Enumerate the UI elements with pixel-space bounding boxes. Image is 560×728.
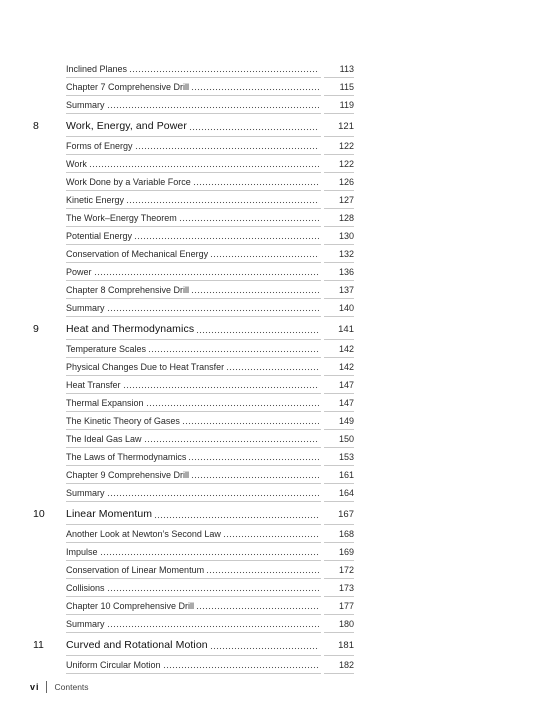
page-reference: 173 xyxy=(324,579,354,597)
page-reference: 161 xyxy=(324,466,354,484)
toc-entry xyxy=(66,191,321,209)
page-reference: 142 xyxy=(324,340,354,358)
table-of-contents xyxy=(0,60,560,674)
section-title: Chapter 9 Comprehensive Drill xyxy=(66,469,190,480)
toc-entry xyxy=(66,281,321,299)
toc-section-row[interactable] xyxy=(0,358,560,376)
page-reference: 128 xyxy=(324,209,354,227)
section-title: Work xyxy=(66,158,87,169)
toc-entry xyxy=(66,561,321,579)
page-number: vi xyxy=(30,682,40,692)
toc-section-row[interactable] xyxy=(0,597,560,615)
dot-leader xyxy=(126,195,319,204)
toc-chapter-row[interactable] xyxy=(0,635,560,656)
toc-entry xyxy=(66,430,321,448)
chapter-title: Work, Energy, and Power xyxy=(66,119,187,132)
dot-leader xyxy=(146,398,319,407)
page-reference: 132 xyxy=(324,245,354,263)
chapter-number: 11 xyxy=(33,635,61,657)
section-title: Temperature Scales xyxy=(66,343,147,354)
dot-leader xyxy=(193,177,319,186)
dot-leader xyxy=(107,100,319,109)
toc-section-row[interactable] xyxy=(0,561,560,579)
section-title: Work Done by a Variable Force xyxy=(66,176,191,187)
toc-chapter-row[interactable] xyxy=(0,319,560,340)
toc-entry xyxy=(66,245,321,263)
section-title: Physical Changes Due to Heat Transfer xyxy=(66,361,225,372)
section-title: Chapter 8 Comprehensive Drill xyxy=(66,284,190,295)
dot-leader xyxy=(226,362,319,371)
toc-section-row[interactable] xyxy=(0,656,560,674)
chapter-title: Linear Momentum xyxy=(66,507,153,520)
dot-leader xyxy=(188,452,319,461)
section-title: Collisions xyxy=(66,582,105,593)
dot-leader xyxy=(182,416,319,425)
page-reference: 113 xyxy=(324,60,354,78)
toc-section-row[interactable] xyxy=(0,615,560,633)
dot-leader xyxy=(189,122,319,131)
chapter-number: 9 xyxy=(33,319,61,341)
toc-section-row[interactable] xyxy=(0,78,560,96)
page-reference: 137 xyxy=(324,281,354,299)
toc-section-row[interactable] xyxy=(0,543,560,561)
page-reference: 122 xyxy=(324,155,354,173)
section-title: Conservation of Linear Momentum xyxy=(66,564,205,575)
chapter-title: Heat and Thermodynamics xyxy=(66,322,195,335)
dot-leader xyxy=(89,159,319,168)
toc-entry xyxy=(66,448,321,466)
toc-section-row[interactable] xyxy=(0,412,560,430)
toc-entry xyxy=(66,137,321,155)
toc-entry xyxy=(66,96,321,114)
dot-leader xyxy=(123,380,319,389)
dot-leader xyxy=(107,583,319,592)
toc-section-row[interactable] xyxy=(0,376,560,394)
dot-leader xyxy=(196,601,319,610)
page-reference: 150 xyxy=(324,430,354,448)
toc-entry xyxy=(66,376,321,394)
toc-entry xyxy=(66,466,321,484)
dot-leader xyxy=(196,325,319,334)
toc-section-row[interactable] xyxy=(0,155,560,173)
toc-section-row[interactable] xyxy=(0,245,560,263)
page-reference: 141 xyxy=(324,319,354,340)
toc-entry xyxy=(66,173,321,191)
section-title: The Kinetic Theory of Gases xyxy=(66,415,180,426)
page-reference: 126 xyxy=(324,173,354,191)
toc-entry xyxy=(66,597,321,615)
toc-entry xyxy=(66,263,321,281)
dot-leader xyxy=(154,510,319,519)
page-reference: 140 xyxy=(324,299,354,317)
toc-section-row[interactable] xyxy=(0,430,560,448)
dot-leader xyxy=(191,82,319,91)
page-reference: 136 xyxy=(324,263,354,281)
toc-chapter-row[interactable] xyxy=(0,504,560,525)
toc-section-row[interactable] xyxy=(0,209,560,227)
toc-section-row[interactable] xyxy=(0,60,560,78)
section-title: Uniform Circular Motion xyxy=(66,659,161,670)
toc-section-row[interactable] xyxy=(0,263,560,281)
toc-entry xyxy=(66,656,321,674)
footer-divider xyxy=(46,681,47,693)
toc-entry xyxy=(66,412,321,430)
page-reference: 115 xyxy=(324,78,354,96)
toc-entry xyxy=(66,579,321,597)
section-title: Summary xyxy=(66,487,105,498)
section-title: Inclined Planes xyxy=(66,63,128,74)
page-reference: 167 xyxy=(324,504,354,525)
dot-leader xyxy=(134,231,319,240)
section-title: The Ideal Gas Law xyxy=(66,433,142,444)
section-title: Summary xyxy=(66,99,105,110)
section-title: The Laws of Thermodynamics xyxy=(66,451,187,462)
toc-entry xyxy=(66,615,321,633)
toc-section-row[interactable] xyxy=(0,191,560,209)
chapter-number: 10 xyxy=(33,504,61,526)
section-title: Forms of Energy xyxy=(66,140,133,151)
toc-entry xyxy=(66,155,321,173)
page-reference: 147 xyxy=(324,394,354,412)
section-title: Chapter 7 Comprehensive Drill xyxy=(66,81,190,92)
dot-leader xyxy=(148,344,319,353)
section-title: Summary xyxy=(66,302,105,313)
toc-entry xyxy=(66,525,321,543)
dot-leader xyxy=(163,660,319,669)
page-reference: 119 xyxy=(324,96,354,114)
dot-leader xyxy=(223,529,319,538)
dot-leader xyxy=(100,547,319,556)
toc-entry xyxy=(66,299,321,317)
dot-leader xyxy=(135,141,319,150)
page-reference: 177 xyxy=(324,597,354,615)
toc-section-row[interactable] xyxy=(0,579,560,597)
page-reference: 168 xyxy=(324,525,354,543)
dot-leader xyxy=(129,64,319,73)
toc-entry xyxy=(66,340,321,358)
page-reference: 149 xyxy=(324,412,354,430)
toc-entry xyxy=(66,394,321,412)
dot-leader xyxy=(107,619,319,628)
toc-section-row[interactable] xyxy=(0,394,560,412)
footer-label: Contents xyxy=(54,682,89,692)
dot-leader xyxy=(210,641,319,650)
dot-leader xyxy=(191,470,319,479)
toc-entry xyxy=(66,635,321,656)
toc-entry xyxy=(66,78,321,96)
section-title: Kinetic Energy xyxy=(66,194,125,205)
toc-entry xyxy=(66,116,321,137)
section-title: Conservation of Mechanical Energy xyxy=(66,248,209,259)
page-reference: 169 xyxy=(324,543,354,561)
page-reference: 182 xyxy=(324,656,354,674)
toc-section-row[interactable] xyxy=(0,448,560,466)
toc-entry xyxy=(66,227,321,245)
section-title: Power xyxy=(66,266,92,277)
chapter-title: Curved and Rotational Motion xyxy=(66,638,208,651)
dot-leader xyxy=(107,303,319,312)
section-title: Chapter 10 Comprehensive Drill xyxy=(66,600,195,611)
section-title: The Work–Energy Theorem xyxy=(66,212,177,223)
section-title: Potential Energy xyxy=(66,230,133,241)
toc-entry xyxy=(66,319,321,340)
toc-entry xyxy=(66,504,321,525)
page-reference: 147 xyxy=(324,376,354,394)
toc-entry xyxy=(66,484,321,502)
toc-section-row[interactable] xyxy=(0,96,560,114)
page-reference: 130 xyxy=(324,227,354,245)
toc-section-row[interactable] xyxy=(0,137,560,155)
page-reference: 164 xyxy=(324,484,354,502)
toc-entry xyxy=(66,60,321,78)
dot-leader xyxy=(179,213,319,222)
page-reference: 153 xyxy=(324,448,354,466)
page-reference: 142 xyxy=(324,358,354,376)
toc-section-row[interactable] xyxy=(0,340,560,358)
toc-section-row[interactable] xyxy=(0,525,560,543)
section-title: Another Look at Newton’s Second Law xyxy=(66,528,221,539)
toc-section-row[interactable] xyxy=(0,281,560,299)
page-footer xyxy=(30,680,89,694)
page-reference: 127 xyxy=(324,191,354,209)
page-reference: 122 xyxy=(324,137,354,155)
dot-leader xyxy=(206,565,319,574)
dot-leader xyxy=(94,267,319,276)
toc-entry xyxy=(66,358,321,376)
chapter-number: 8 xyxy=(33,116,61,138)
toc-entry xyxy=(66,209,321,227)
toc-section-row[interactable] xyxy=(0,484,560,502)
toc-section-row[interactable] xyxy=(0,466,560,484)
dot-leader xyxy=(107,488,319,497)
dot-leader xyxy=(144,434,319,443)
toc-section-row[interactable] xyxy=(0,299,560,317)
section-title: Heat Transfer xyxy=(66,379,121,390)
toc-section-row[interactable] xyxy=(0,227,560,245)
section-title: Summary xyxy=(66,618,105,629)
toc-entry xyxy=(66,543,321,561)
page-reference: 181 xyxy=(324,635,354,656)
toc-chapter-row[interactable] xyxy=(0,116,560,137)
section-title: Thermal Expansion xyxy=(66,397,144,408)
section-title: Impulse xyxy=(66,546,98,557)
page-reference: 172 xyxy=(324,561,354,579)
toc-section-row[interactable] xyxy=(0,173,560,191)
page-reference: 121 xyxy=(324,116,354,137)
dot-leader xyxy=(191,285,319,294)
page-reference: 180 xyxy=(324,615,354,633)
dot-leader xyxy=(210,249,319,258)
